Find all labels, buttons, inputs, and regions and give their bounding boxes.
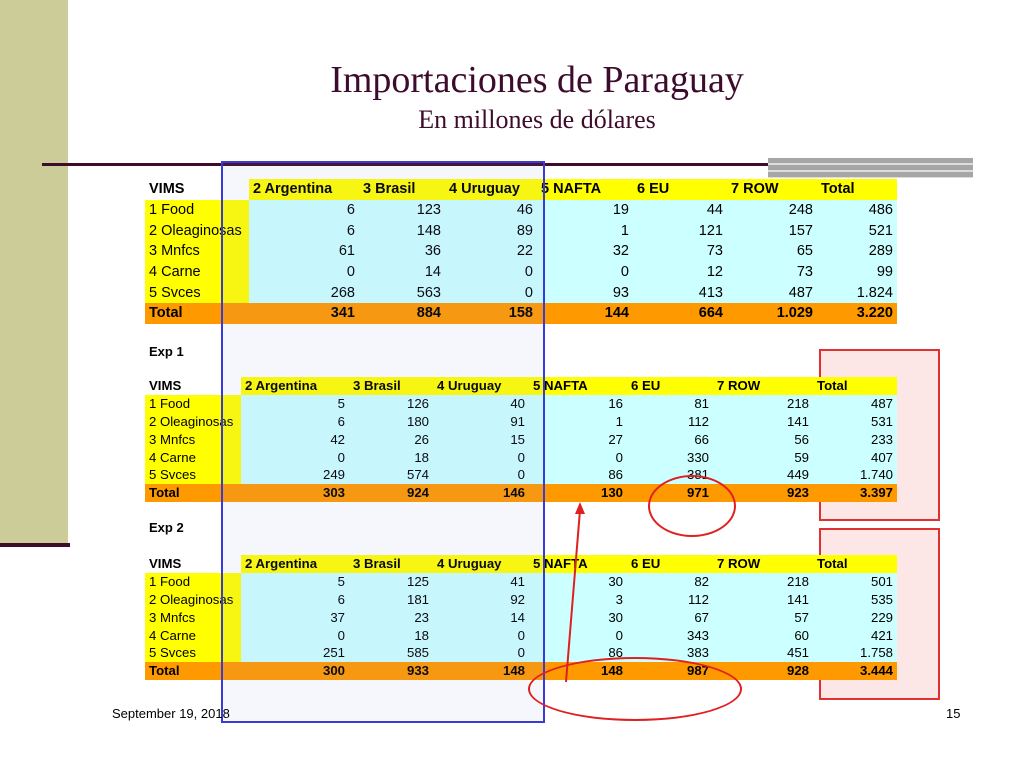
table-cell: 531 <box>813 413 897 431</box>
table-cell: 157 <box>727 220 817 241</box>
table-cell: 0 <box>241 448 349 466</box>
column-header: Total <box>813 555 897 573</box>
column-header: 7 ROW <box>713 555 813 573</box>
column-header: VIMS <box>149 378 182 394</box>
table-cell: 27 <box>529 430 627 448</box>
table-cell: 251 <box>241 644 349 662</box>
table-cell: 501 <box>813 573 897 591</box>
table-cell: 0 <box>445 262 537 283</box>
total-cell: 3.397 <box>813 484 897 502</box>
table-cell: 36 <box>359 241 445 262</box>
total-cell: 924 <box>349 484 433 502</box>
column-header: 4 Uruguay <box>445 179 537 200</box>
table-cell: 41 <box>433 573 529 591</box>
table-cell: 56 <box>713 430 813 448</box>
column-header: 3 Brasil <box>349 555 433 573</box>
column-header: 6 EU <box>627 377 713 395</box>
column-header: 7 ROW <box>727 179 817 200</box>
column-header: 6 EU <box>627 555 713 573</box>
table-cell: 289 <box>817 241 897 262</box>
total-label: Total <box>145 662 241 680</box>
total-cell: 158 <box>445 303 537 324</box>
table-cell: 37 <box>241 608 349 626</box>
table-cell: 12 <box>633 262 727 283</box>
table-cell: 486 <box>817 200 897 221</box>
table-cell: 26 <box>349 430 433 448</box>
table-cell: 0 <box>529 626 627 644</box>
table-cell: 73 <box>727 262 817 283</box>
total-cell: 884 <box>359 303 445 324</box>
row-label: 2 Oleaginosas <box>145 220 249 241</box>
table-cell: 30 <box>529 573 627 591</box>
table-cell: 15 <box>433 430 529 448</box>
table-cell: 30 <box>529 608 627 626</box>
table-cell: 89 <box>445 220 537 241</box>
row-label: 3 Mnfcs <box>145 241 249 262</box>
total-cell: 923 <box>713 484 813 502</box>
column-header: Total <box>817 179 897 200</box>
column-header: 4 Uruguay <box>433 555 529 573</box>
table-cell: 0 <box>537 262 633 283</box>
table-cell: 65 <box>727 241 817 262</box>
table-cell: 42 <box>241 430 349 448</box>
column-header: 5 NAFTA <box>529 377 627 395</box>
table-cell: 381 <box>627 466 713 484</box>
table-cell: 141 <box>713 591 813 609</box>
row-label: 1 Food <box>145 573 241 591</box>
total-cell: 664 <box>633 303 727 324</box>
column-header: 2 Argentina <box>241 555 349 573</box>
column-header: 5 NAFTA <box>537 179 633 200</box>
table-cell: 5 <box>241 395 349 413</box>
table-cell: 0 <box>433 466 529 484</box>
table-cell: 93 <box>537 282 633 303</box>
table-cell: 535 <box>813 591 897 609</box>
table-cell: 0 <box>445 282 537 303</box>
table-cell: 421 <box>813 626 897 644</box>
table-cell: 73 <box>633 241 727 262</box>
table-cell: 18 <box>349 448 433 466</box>
column-header: 4 Uruguay <box>433 377 529 395</box>
column-header: 2 Argentina <box>249 179 359 200</box>
table-cell: 218 <box>713 395 813 413</box>
total-cell: 300 <box>241 662 349 680</box>
table-cell: 44 <box>633 200 727 221</box>
table-cell: 67 <box>627 608 713 626</box>
column-header: VIMS <box>149 181 185 198</box>
column-header: 2 Argentina <box>241 377 349 395</box>
table-cell: 1.740 <box>813 466 897 484</box>
table-cell: 6 <box>241 413 349 431</box>
table-cell: 233 <box>813 430 897 448</box>
column-header: VIMS <box>149 556 182 572</box>
table-cell: 6 <box>249 200 359 221</box>
total-cell: 130 <box>529 484 627 502</box>
row-label: 4 Carne <box>145 626 241 644</box>
table-cell: 40 <box>433 395 529 413</box>
total-cell: 3.444 <box>813 662 897 680</box>
table-cell: 14 <box>359 262 445 283</box>
total-cell: 928 <box>713 662 813 680</box>
table-cell: 6 <box>241 591 349 609</box>
row-label: 3 Mnfcs <box>145 430 241 448</box>
table-cell: 92 <box>433 591 529 609</box>
table-cell: 126 <box>349 395 433 413</box>
table-cell: 3 <box>529 591 627 609</box>
table-cell: 141 <box>713 413 813 431</box>
slide-subtitle: En millones de dólares <box>418 105 656 134</box>
table-cell: 1.758 <box>813 644 897 662</box>
table-cell: 81 <box>627 395 713 413</box>
table-cell: 66 <box>627 430 713 448</box>
table-cell: 16 <box>529 395 627 413</box>
total-cell: 933 <box>349 662 433 680</box>
table-cell: 19 <box>537 200 633 221</box>
table-cell: 330 <box>627 448 713 466</box>
table-cell: 32 <box>537 241 633 262</box>
table-cell: 86 <box>529 466 627 484</box>
table-cell: 343 <box>627 626 713 644</box>
section-label-1: Exp 1 <box>149 344 184 359</box>
total-cell: 341 <box>249 303 359 324</box>
column-header: 7 ROW <box>713 377 813 395</box>
column-header: 6 EU <box>633 179 727 200</box>
table-cell: 57 <box>713 608 813 626</box>
table-cell: 82 <box>627 573 713 591</box>
table-cell: 125 <box>349 573 433 591</box>
total-cell: 1.029 <box>727 303 817 324</box>
table-cell: 148 <box>359 220 445 241</box>
table-cell: 6 <box>249 220 359 241</box>
total-cell: 148 <box>433 662 529 680</box>
table-cell: 218 <box>713 573 813 591</box>
total-cell: 148 <box>529 662 627 680</box>
table-cell: 229 <box>813 608 897 626</box>
table-cell: 1.824 <box>817 282 897 303</box>
row-label: 5 Svces <box>145 282 249 303</box>
table-cell: 181 <box>349 591 433 609</box>
table-cell: 449 <box>713 466 813 484</box>
table-cell: 0 <box>241 626 349 644</box>
section-label-2: Exp 2 <box>149 520 184 535</box>
table-cell: 407 <box>813 448 897 466</box>
table-cell: 383 <box>627 644 713 662</box>
table-cell: 521 <box>817 220 897 241</box>
page-number: 15 <box>946 706 961 721</box>
total-label: Total <box>145 303 249 324</box>
table-cell: 248 <box>727 200 817 221</box>
row-label: 4 Carne <box>145 262 249 283</box>
row-label: 5 Svces <box>145 644 241 662</box>
table-cell: 574 <box>349 466 433 484</box>
table-cell: 451 <box>713 644 813 662</box>
table-cell: 1 <box>537 220 633 241</box>
table-cell: 61 <box>249 241 359 262</box>
total-cell: 971 <box>627 484 713 502</box>
table-cell: 91 <box>433 413 529 431</box>
table-cell: 99 <box>817 262 897 283</box>
total-cell: 144 <box>537 303 633 324</box>
table-cell: 14 <box>433 608 529 626</box>
table-cell: 86 <box>529 644 627 662</box>
table-cell: 180 <box>349 413 433 431</box>
table-cell: 487 <box>813 395 897 413</box>
row-label: 3 Mnfcs <box>145 608 241 626</box>
column-header: 3 Brasil <box>359 179 445 200</box>
table-cell: 0 <box>529 448 627 466</box>
slide-title: Importaciones de Paraguay <box>330 59 744 101</box>
table-cell: 18 <box>349 626 433 644</box>
total-cell: 303 <box>241 484 349 502</box>
table-cell: 585 <box>349 644 433 662</box>
table-cell: 1 <box>529 413 627 431</box>
row-label: 4 Carne <box>145 448 241 466</box>
table-cell: 487 <box>727 282 817 303</box>
table-cell: 0 <box>433 448 529 466</box>
column-header: 5 NAFTA <box>529 555 627 573</box>
total-cell: 146 <box>433 484 529 502</box>
total-label: Total <box>145 484 241 502</box>
table-cell: 22 <box>445 241 537 262</box>
footer-date: September 19, 2018 <box>112 706 230 721</box>
table-cell: 46 <box>445 200 537 221</box>
total-cell: 987 <box>627 662 713 680</box>
column-header: 3 Brasil <box>349 377 433 395</box>
table-cell: 5 <box>241 573 349 591</box>
table-cell: 0 <box>433 626 529 644</box>
row-label: 1 Food <box>145 200 249 221</box>
row-label: 2 Oleaginosas <box>145 413 241 431</box>
table-cell: 268 <box>249 282 359 303</box>
table-cell: 123 <box>359 200 445 221</box>
row-label: 5 Svces <box>145 466 241 484</box>
table-cell: 413 <box>633 282 727 303</box>
table-cell: 563 <box>359 282 445 303</box>
table-cell: 60 <box>713 626 813 644</box>
table-cell: 0 <box>249 262 359 283</box>
table-cell: 59 <box>713 448 813 466</box>
table-cell: 112 <box>627 591 713 609</box>
row-label: 1 Food <box>145 395 241 413</box>
row-label: 2 Oleaginosas <box>145 591 241 609</box>
column-header: Total <box>813 377 897 395</box>
table-cell: 249 <box>241 466 349 484</box>
total-cell: 3.220 <box>817 303 897 324</box>
table-cell: 23 <box>349 608 433 626</box>
table-cell: 0 <box>433 644 529 662</box>
table-cell: 112 <box>627 413 713 431</box>
table-cell: 121 <box>633 220 727 241</box>
